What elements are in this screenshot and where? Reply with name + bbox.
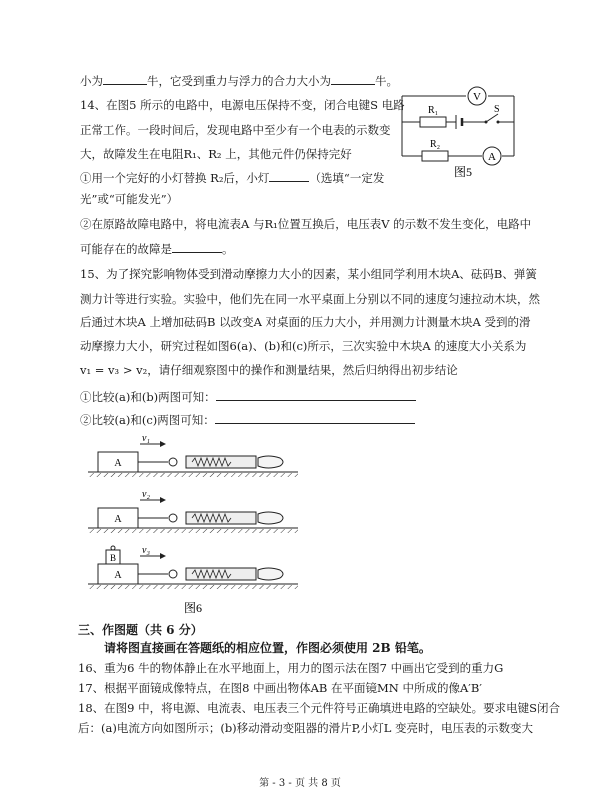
text: 可能存在的故障是 bbox=[80, 242, 172, 256]
q17-line: 17、根据平面镜成像特点，在图8 中画出物体AB 在平面镜MN 中所成的像A′B′ bbox=[78, 681, 482, 695]
q15-line-3: 后通过木块A 上增加砝码B 以改变A 对桌面的压力大小，并用测力计测量木块A 受到的滑 bbox=[80, 315, 531, 329]
v1-label: v₁ bbox=[142, 436, 150, 444]
q15-line-1: 15、为了探究影响物体受到滑动摩擦力大小的因素，某小组同学利用木块A、砝码B、弹簧 bbox=[80, 267, 537, 281]
arrow-head-icon bbox=[160, 553, 166, 559]
hand-icon bbox=[258, 512, 283, 524]
text: 牛，它受到重力与浮力的合力大小为 bbox=[147, 74, 331, 88]
table-hatch bbox=[88, 473, 298, 477]
switch-contact-icon bbox=[485, 121, 488, 124]
section-3-heading: 三、作图题（共 6 分） bbox=[78, 623, 203, 637]
v3-label: v₃ bbox=[142, 545, 150, 556]
v2-label: v₂ bbox=[142, 489, 150, 500]
q15-line-7 bbox=[80, 411, 415, 428]
table-hatch bbox=[88, 529, 298, 533]
q14-line-5: 光”或“可能发光”） bbox=[80, 192, 179, 206]
spring-hook-icon bbox=[169, 458, 177, 466]
panel-c bbox=[88, 545, 298, 589]
answer-blank[interactable] bbox=[172, 240, 222, 253]
hand-icon bbox=[258, 568, 283, 580]
q18-line-1: 18、在图9 中，将电源、电流表、电压表三个元件符号正确填进电路的空缺处。要求电键S闭合 bbox=[78, 701, 560, 715]
weight-hook-icon bbox=[111, 546, 115, 550]
answer-blank[interactable] bbox=[269, 169, 309, 182]
arrow-head-icon bbox=[160, 497, 166, 503]
r1-label: R₁ bbox=[428, 105, 439, 116]
ammeter-label: A bbox=[488, 151, 496, 163]
r2-label: R₂ bbox=[430, 139, 441, 150]
q14-line-2: 正常工作。一段时间后，发现电路中至少有一个电表的示数变 bbox=[80, 123, 391, 137]
text: （选填“一定发 bbox=[309, 171, 385, 185]
block-a-label: A bbox=[114, 458, 122, 469]
hand-icon bbox=[258, 456, 283, 468]
figure-5-circuit bbox=[398, 86, 522, 182]
table-hatch bbox=[88, 585, 298, 589]
resistor-r2-icon bbox=[422, 151, 448, 161]
q14-line-7 bbox=[80, 240, 234, 257]
spring-hook-icon bbox=[169, 514, 177, 522]
q14-line-6: ②在原路故障电路中，将电流表A 与R₁位置互换后，电压表V 的示数不发生变化，电路中 bbox=[80, 217, 532, 231]
switch-icon bbox=[486, 114, 498, 122]
text: ①比较(a)和(b)两图可知： bbox=[80, 390, 216, 404]
text: 。 bbox=[222, 242, 234, 256]
panel-a bbox=[88, 436, 298, 477]
resistor-r1-icon bbox=[420, 117, 446, 127]
figure-6-caption: 图6 bbox=[184, 601, 203, 615]
q15-line-2: 测力计等进行实验。实验中，他们先在同一水平桌面上分别以不同的速度匀速拉动木块，然 bbox=[80, 292, 540, 306]
figure-5-caption: 图5 bbox=[454, 165, 473, 179]
page-footer: 第 - 3 - 页 共 8 页 bbox=[259, 778, 341, 789]
q13-tail-line bbox=[80, 72, 398, 89]
q15-line-4: 动摩擦力大小，研究过程如图6(a)、(b)和(c)所示，三次实验中木块A 的速度大小关系为 bbox=[80, 339, 527, 353]
q16-line: 16、重为6 牛的物体静止在水平地面上，用力的图示法在图7 中画出它受到的重力G bbox=[78, 661, 504, 675]
q14-line-3: 大，故障发生在电阻R₁、R₂ 上，其他元件仍保持完好 bbox=[80, 147, 352, 161]
q15-line-5: v₁ = v₃ > v₂，请仔细观察图中的操作和测量结果，然后归纳得出初步结论 bbox=[80, 363, 458, 377]
answer-blank[interactable] bbox=[103, 72, 147, 85]
figure-6-experiment bbox=[88, 436, 308, 616]
panel-b bbox=[88, 489, 298, 533]
q14-line-4 bbox=[80, 169, 384, 186]
answer-blank[interactable] bbox=[215, 411, 415, 424]
answer-blank[interactable] bbox=[216, 388, 416, 401]
section-3-note: 请将图直接画在答题纸的相应位置，作图必须使用 2B 铅笔。 bbox=[104, 641, 431, 655]
block-a-label: A bbox=[114, 514, 122, 525]
q18-line-2: 后：(a)电流方向如图所示；(b)移动滑动变阻器的滑片P,小灯L 变亮时，电压表的示数变大 bbox=[78, 721, 534, 735]
text: 牛。 bbox=[375, 74, 398, 88]
text: ①用一个完好的小灯替换 R₂后，小灯 bbox=[80, 171, 270, 185]
text: ②比较(a)和(c)两图可知： bbox=[80, 413, 215, 427]
arrow-head-icon bbox=[160, 441, 166, 447]
switch-label: S bbox=[494, 104, 500, 115]
spring-hook-icon bbox=[169, 570, 177, 578]
weight-b-label: B bbox=[109, 553, 117, 563]
switch-contact-icon bbox=[497, 121, 500, 124]
block-a-label: A bbox=[114, 570, 122, 581]
q14-line-1: 14、在图5 所示的电路中，电源电压保持不变，闭合电键S 电路 bbox=[80, 98, 405, 112]
text: 小为 bbox=[80, 74, 103, 88]
voltmeter-label: V bbox=[473, 91, 481, 103]
answer-blank[interactable] bbox=[331, 72, 375, 85]
q15-line-6 bbox=[80, 388, 416, 405]
